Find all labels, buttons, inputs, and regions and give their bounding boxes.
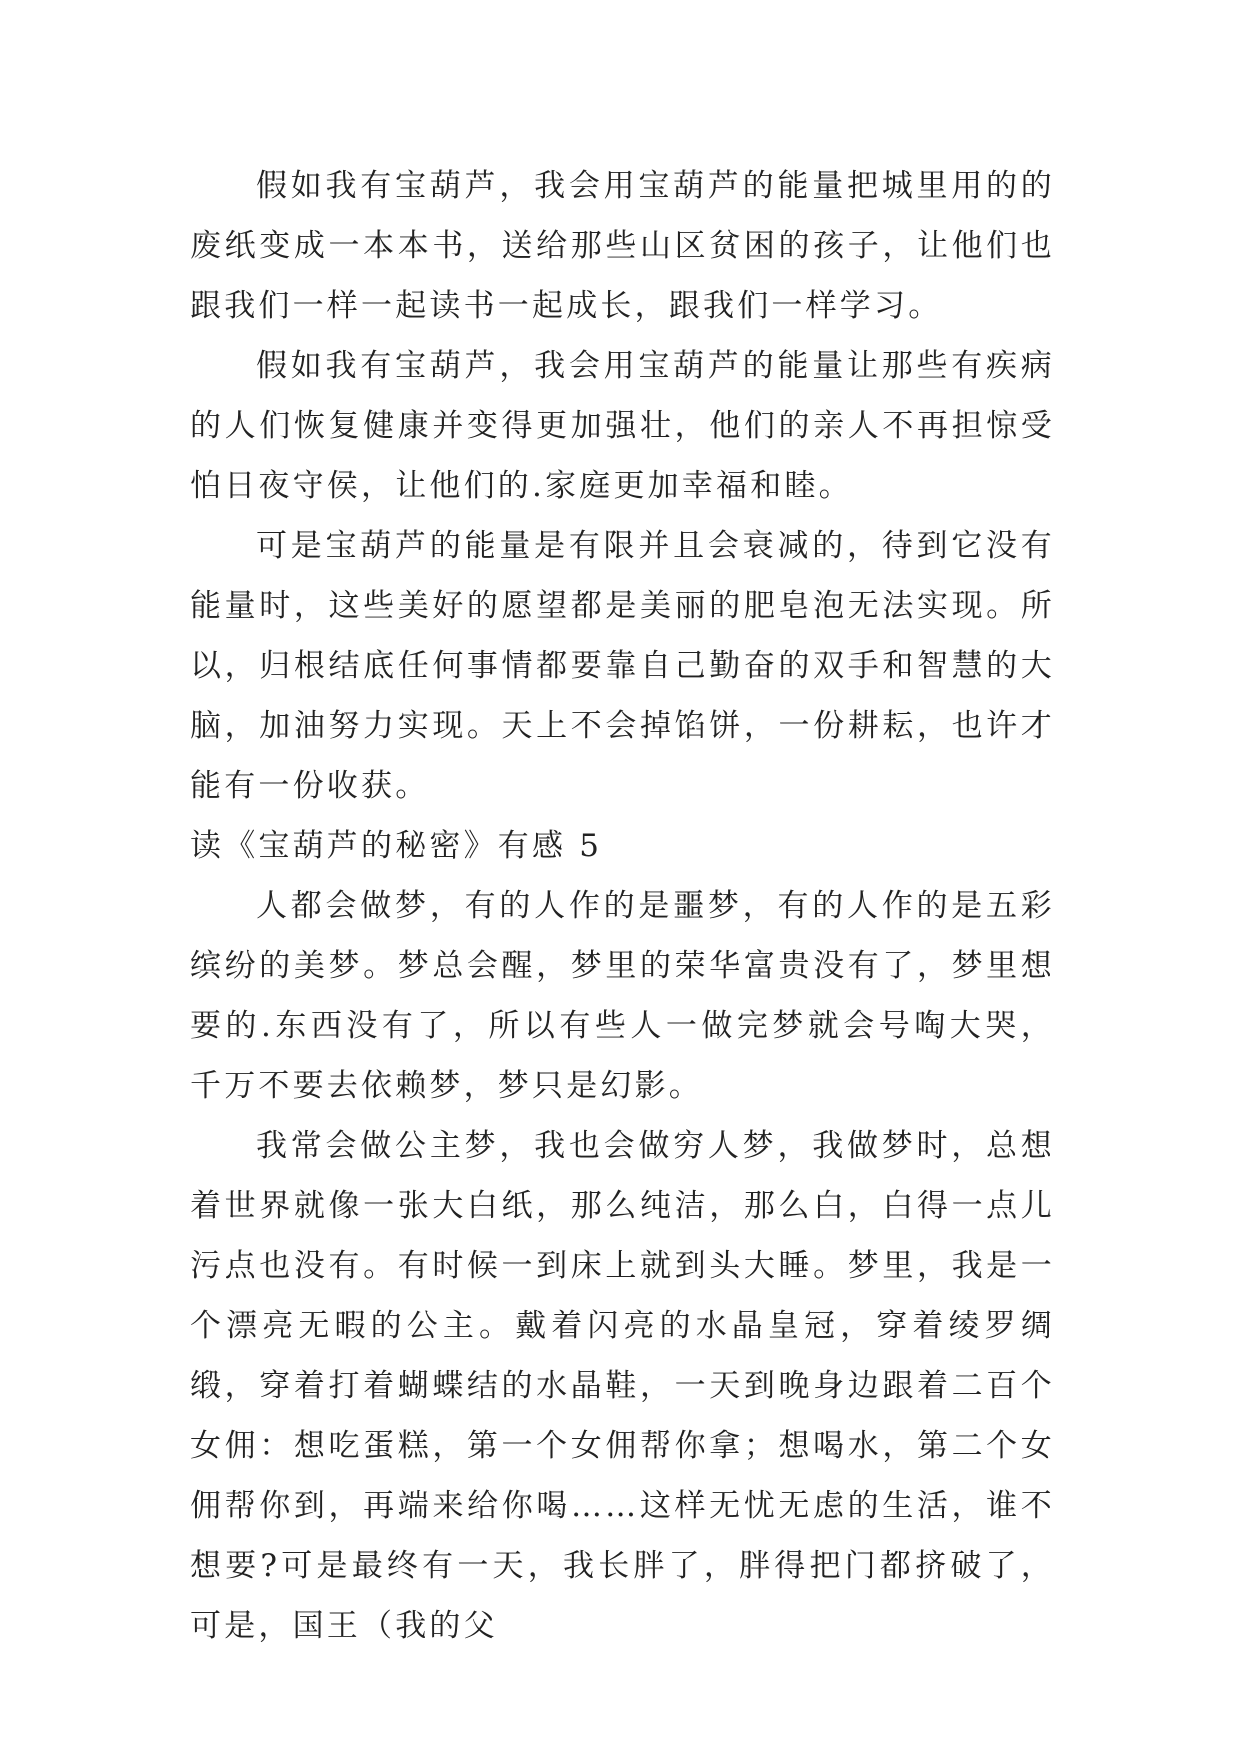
document-body [190, 156, 1055, 1656]
paragraph-limited-energy: 可是宝葫芦的能量是有限并且会衰减的，待到它没有能量时，这些美好的愿望都是美丽的肥皂泡无法实现。所以，归根结底任何事情都要靠自己勤奋的双手和智慧的大脑，加油努力实现。天上不会掉馅饼，一份耕耘，也许才能有一份收获。 [190, 528, 1055, 804]
paragraph-princess-dream: 我常会做公主梦，我也会做穷人梦，我做梦时，总想着世界就像一张大白纸，那么纯洁，那么白，白得一点儿污点也没有。有时候一到床上就到头大睡。梦里，我是一个漂亮无暇的公主。戴着闪亮的水晶皇冠，穿着绫罗绸缎，穿着打着蝴蝶结的水晶鞋，一天到晚身边跟着二百个女佣：想吃蛋糕，第一个女佣帮你拿；想喝水，第二个女佣帮你到，再端来给你喝……这样无忧无虑的生活，谁不想要?可是最终有一天，我长胖了，胖得把门都挤破了，可是，国王（我的父 [190, 1128, 1055, 1644]
section-heading: 读《宝葫芦的秘密》有感 5 [190, 828, 603, 864]
paragraph-dreams: 人都会做梦，有的人作的是噩梦，有的人作的是五彩缤纷的美梦。梦总会醒，梦里的荣华富贵没有了，梦里想要的.东西没有了，所以有些人一做完梦就会号啕大哭，千万不要去依赖梦，梦只是幻影。 [190, 888, 1055, 1104]
paragraph-treasure-gourd-books: 假如我有宝葫芦，我会用宝葫芦的能量把城里用的的废纸变成一本本书，送给那些山区贫困的孩子，让他们也跟我们一样一起读书一起成长，跟我们一样学习。 [190, 168, 1055, 324]
paragraph-treasure-gourd-health: 假如我有宝葫芦，我会用宝葫芦的能量让那些有疾病的人们恢复健康并变得更加强壮，他们的亲人不再担惊受怕日夜守侯，让他们的.家庭更加幸福和睦。 [190, 348, 1055, 504]
